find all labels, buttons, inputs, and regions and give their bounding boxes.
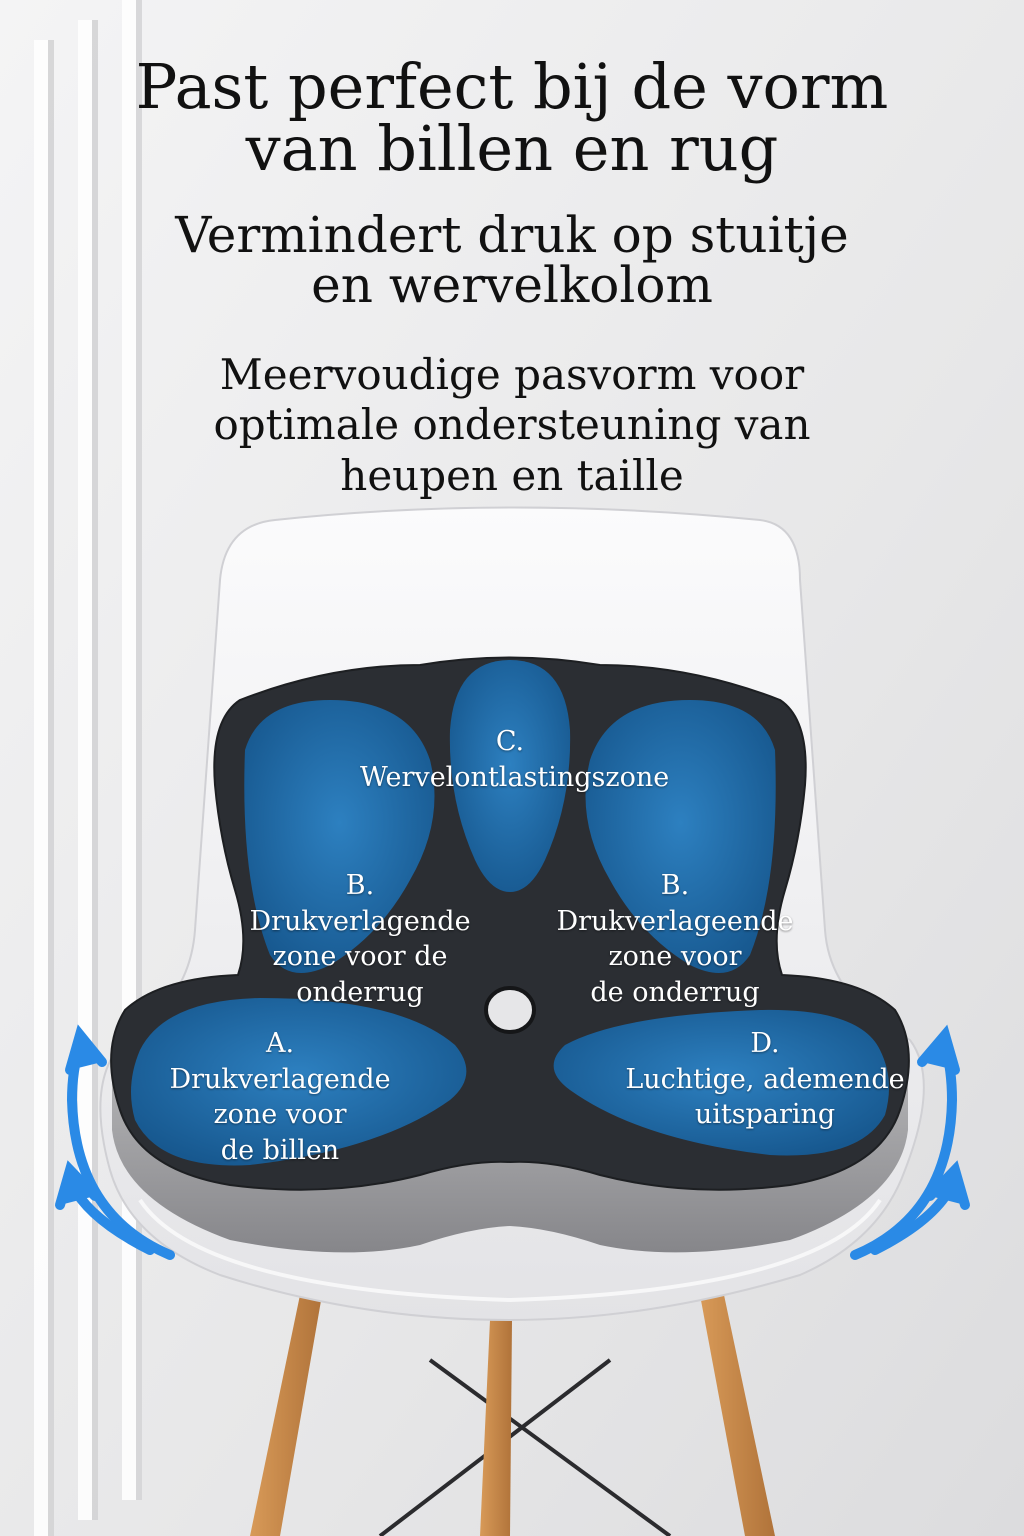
zone-b-right-line-3: de onderrug [590,976,760,1008]
headline-line-7: heupen en taille [340,450,684,500]
headline-line-5: Meervoudige pasvorm voor [219,350,805,399]
zone-a-line-3: de billen [220,1134,340,1166]
zone-b-left-line-2: zone voor de [272,941,448,973]
zone-d-label [610,1026,920,1133]
zone-b-right-label [530,868,820,1011]
zone-b-left-letter: B. [345,870,375,901]
zone-b-left-line-1: Drukverlagende [249,905,471,937]
headline-line-6: optimale ondersteuning van [213,400,811,450]
zone-d-line-2: uitsparing [694,1099,836,1131]
zone-b-left-line-3: onderrug [296,976,424,1008]
zone-b-left-label [220,868,500,1011]
zone-a-label [140,1026,420,1169]
zone-b-right-letter: B. [660,870,690,901]
zone-a-letter: A. [265,1028,295,1059]
zone-c-text: Wervelontlastingszone [360,761,670,793]
headline-main [0,50,1024,185]
zone-b-right-line-1: Drukverlageende [556,905,794,937]
headline-line-1: Past perfect bij de vorm [135,50,889,123]
zone-a-line-1: Drukverlagende [169,1063,391,1095]
zone-a-line-2: zone voor [213,1099,347,1131]
zone-c-letter: C. [495,726,525,757]
headline-line-3: Vermindert druk op stuitje [175,206,849,264]
headline-secondary [0,206,1024,314]
headline-line-4: en wervelkolom [311,256,713,314]
zone-d-line-1: Luchtige, ademende [625,1063,905,1095]
zone-b-right-line-2: zone voor [608,941,742,973]
zone-c-label [360,724,670,795]
zone-d-letter: D. [750,1028,780,1059]
headline-tertiary [0,350,1024,501]
headline-line-2: van billen en rug [245,112,779,185]
